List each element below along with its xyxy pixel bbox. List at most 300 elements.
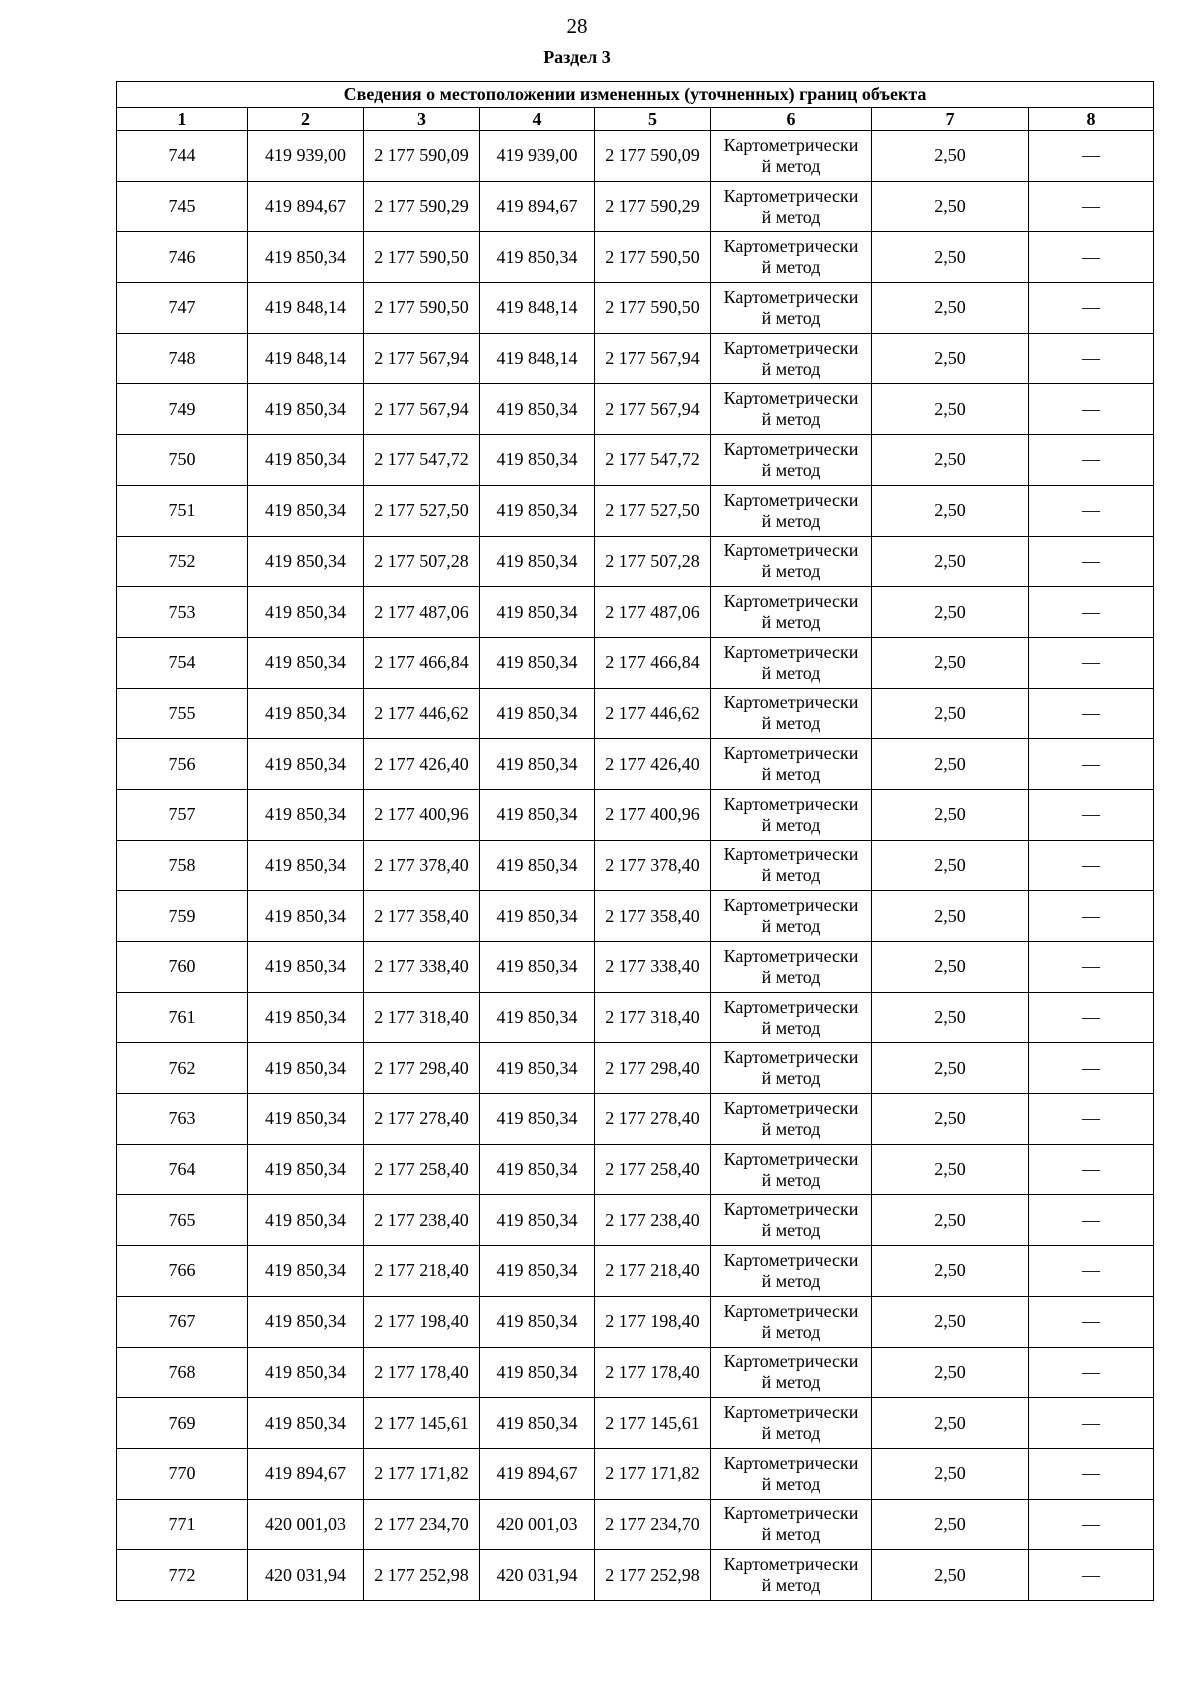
- x-existing-cell: 420 001,03: [248, 1499, 364, 1550]
- method-line-2: й метод: [761, 459, 821, 480]
- table-row: [117, 1296, 1154, 1347]
- y-refined-cell: 2 177 252,98: [595, 1550, 711, 1601]
- point-number-cell: 771: [117, 1499, 248, 1550]
- point-number-cell: 770: [117, 1448, 248, 1499]
- accuracy-cell: 2,50: [872, 1246, 1029, 1297]
- method-line-1: Картометрически: [723, 286, 859, 307]
- x-existing-cell: 419 848,14: [248, 283, 364, 334]
- method-cell: [711, 840, 872, 891]
- x-refined-cell: 419 850,34: [480, 1398, 595, 1449]
- x-existing-cell: 420 031,94: [248, 1550, 364, 1601]
- point-number-cell: 761: [117, 992, 248, 1043]
- point-number-cell: 754: [117, 637, 248, 688]
- y-existing-cell: 2 177 278,40: [364, 1094, 480, 1145]
- y-existing-cell: 2 177 527,50: [364, 485, 480, 536]
- y-refined-cell: 2 177 218,40: [595, 1246, 711, 1297]
- method-line-1: Картометрически: [723, 591, 859, 612]
- point-number-cell: 753: [117, 587, 248, 638]
- section-title: Раздел 3: [543, 47, 611, 67]
- x-refined-cell: 419 850,34: [480, 485, 595, 536]
- table-row: [117, 1347, 1154, 1398]
- note-cell: —: [1029, 1347, 1154, 1398]
- method-cell: [711, 1550, 872, 1601]
- x-existing-cell: 419 850,34: [248, 789, 364, 840]
- y-existing-cell: 2 177 446,62: [364, 688, 480, 739]
- method-line-1: Картометрически: [723, 895, 859, 916]
- x-existing-cell: 419 850,34: [248, 232, 364, 283]
- method-line-1: Картометрически: [723, 1047, 859, 1068]
- accuracy-cell: 2,50: [872, 739, 1029, 790]
- x-refined-cell: 419 850,34: [480, 840, 595, 891]
- point-number-cell: 752: [117, 536, 248, 587]
- accuracy-cell: 2,50: [872, 384, 1029, 435]
- x-refined-cell: 419 850,34: [480, 1347, 595, 1398]
- y-refined-cell: 2 177 466,84: [595, 637, 711, 688]
- note-cell: —: [1029, 283, 1154, 334]
- accuracy-cell: 2,50: [872, 232, 1029, 283]
- method-line-2: й метод: [761, 1068, 821, 1089]
- method-line-2: й метод: [761, 155, 821, 176]
- method-cell: [711, 688, 872, 739]
- column-number-5: 5: [595, 108, 711, 131]
- note-cell: —: [1029, 485, 1154, 536]
- x-existing-cell: 419 850,34: [248, 739, 364, 790]
- y-existing-cell: 2 177 487,06: [364, 587, 480, 638]
- x-existing-cell: 419 850,34: [248, 1246, 364, 1297]
- method-cell: [711, 1246, 872, 1297]
- y-refined-cell: 2 177 527,50: [595, 485, 711, 536]
- x-existing-cell: 419 850,34: [248, 384, 364, 435]
- method-cell: [711, 992, 872, 1043]
- point-number-cell: 749: [117, 384, 248, 435]
- point-number-cell: 764: [117, 1144, 248, 1195]
- note-cell: —: [1029, 789, 1154, 840]
- method-cell: [711, 536, 872, 587]
- note-cell: —: [1029, 1144, 1154, 1195]
- x-refined-cell: 419 850,34: [480, 384, 595, 435]
- accuracy-cell: 2,50: [872, 131, 1029, 182]
- point-number-cell: 772: [117, 1550, 248, 1601]
- note-cell: —: [1029, 1296, 1154, 1347]
- table-row: [117, 637, 1154, 688]
- note-cell: —: [1029, 1195, 1154, 1246]
- y-refined-cell: 2 177 318,40: [595, 992, 711, 1043]
- accuracy-cell: 2,50: [872, 789, 1029, 840]
- column-number-1: 1: [117, 108, 248, 131]
- method-line-1: Картометрически: [723, 1249, 859, 1270]
- x-refined-cell: 419 850,34: [480, 1043, 595, 1094]
- x-existing-cell: 419 850,34: [248, 587, 364, 638]
- y-refined-cell: 2 177 145,61: [595, 1398, 711, 1449]
- table-row: [117, 283, 1154, 334]
- method-line-2: й метод: [761, 1575, 821, 1596]
- method-cell: [711, 739, 872, 790]
- method-cell: [711, 1195, 872, 1246]
- y-existing-cell: 2 177 547,72: [364, 435, 480, 486]
- note-cell: —: [1029, 1398, 1154, 1449]
- table-row: [117, 992, 1154, 1043]
- point-number-cell: 745: [117, 181, 248, 232]
- point-number-cell: 748: [117, 333, 248, 384]
- y-refined-cell: 2 177 590,50: [595, 232, 711, 283]
- accuracy-cell: 2,50: [872, 1144, 1029, 1195]
- method-cell: [711, 131, 872, 182]
- accuracy-cell: 2,50: [872, 283, 1029, 334]
- accuracy-cell: 2,50: [872, 1550, 1029, 1601]
- method-line-2: й метод: [761, 916, 821, 937]
- x-refined-cell: 419 848,14: [480, 333, 595, 384]
- y-existing-cell: 2 177 567,94: [364, 333, 480, 384]
- column-number-3: 3: [364, 108, 480, 131]
- table-row: [117, 739, 1154, 790]
- x-refined-cell: 419 850,34: [480, 587, 595, 638]
- accuracy-cell: 2,50: [872, 840, 1029, 891]
- note-cell: —: [1029, 1499, 1154, 1550]
- method-line-1: Картометрически: [723, 134, 859, 155]
- method-line-1: Картометрически: [723, 236, 859, 257]
- x-existing-cell: 419 850,34: [248, 536, 364, 587]
- x-refined-cell: 419 850,34: [480, 637, 595, 688]
- y-existing-cell: 2 177 258,40: [364, 1144, 480, 1195]
- method-cell: [711, 485, 872, 536]
- accuracy-cell: 2,50: [872, 1398, 1029, 1449]
- x-existing-cell: 419 850,34: [248, 942, 364, 993]
- method-line-1: Картометрически: [723, 489, 859, 510]
- y-existing-cell: 2 177 318,40: [364, 992, 480, 1043]
- method-line-1: Картометрически: [723, 996, 859, 1017]
- y-existing-cell: 2 177 218,40: [364, 1246, 480, 1297]
- table-row: [117, 1550, 1154, 1601]
- y-refined-cell: 2 177 358,40: [595, 891, 711, 942]
- accuracy-cell: 2,50: [872, 536, 1029, 587]
- method-cell: [711, 789, 872, 840]
- note-cell: —: [1029, 131, 1154, 182]
- method-cell: [711, 1094, 872, 1145]
- y-refined-cell: 2 177 567,94: [595, 384, 711, 435]
- y-existing-cell: 2 177 252,98: [364, 1550, 480, 1601]
- note-cell: —: [1029, 232, 1154, 283]
- y-refined-cell: 2 177 171,82: [595, 1448, 711, 1499]
- table-caption: Сведения о местоположении измененных (уточненных) границ объекта: [117, 82, 1154, 108]
- accuracy-cell: 2,50: [872, 637, 1029, 688]
- y-refined-cell: 2 177 487,06: [595, 587, 711, 638]
- note-cell: —: [1029, 536, 1154, 587]
- y-refined-cell: 2 177 258,40: [595, 1144, 711, 1195]
- method-line-1: Картометрически: [723, 945, 859, 966]
- y-refined-cell: 2 177 547,72: [595, 435, 711, 486]
- table-row: [117, 384, 1154, 435]
- x-refined-cell: 419 850,34: [480, 1144, 595, 1195]
- method-line-1: Картометрически: [723, 641, 859, 662]
- point-number-cell: 768: [117, 1347, 248, 1398]
- method-line-2: й метод: [761, 1118, 821, 1139]
- note-cell: —: [1029, 942, 1154, 993]
- y-existing-cell: 2 177 358,40: [364, 891, 480, 942]
- method-cell: [711, 1347, 872, 1398]
- accuracy-cell: 2,50: [872, 891, 1029, 942]
- table-row: [117, 181, 1154, 232]
- point-number-cell: 759: [117, 891, 248, 942]
- x-existing-cell: 419 894,67: [248, 181, 364, 232]
- y-existing-cell: 2 177 590,09: [364, 131, 480, 182]
- y-refined-cell: 2 177 378,40: [595, 840, 711, 891]
- y-refined-cell: 2 177 338,40: [595, 942, 711, 993]
- point-number-cell: 750: [117, 435, 248, 486]
- method-line-1: Картометрически: [723, 1402, 859, 1423]
- y-existing-cell: 2 177 338,40: [364, 942, 480, 993]
- point-number-cell: 766: [117, 1246, 248, 1297]
- point-number-cell: 760: [117, 942, 248, 993]
- column-number-2: 2: [248, 108, 364, 131]
- method-line-2: й метод: [761, 1372, 821, 1393]
- note-cell: —: [1029, 739, 1154, 790]
- x-existing-cell: 419 850,34: [248, 891, 364, 942]
- note-cell: —: [1029, 637, 1154, 688]
- x-refined-cell: 419 850,34: [480, 992, 595, 1043]
- method-line-2: й метод: [761, 713, 821, 734]
- method-line-2: й метод: [761, 206, 821, 227]
- note-cell: —: [1029, 1550, 1154, 1601]
- column-numbers-row: [117, 108, 1154, 131]
- note-cell: —: [1029, 891, 1154, 942]
- method-cell: [711, 283, 872, 334]
- method-line-2: й метод: [761, 1169, 821, 1190]
- table-row: [117, 485, 1154, 536]
- x-existing-cell: 419 850,34: [248, 1195, 364, 1246]
- accuracy-cell: 2,50: [872, 587, 1029, 638]
- note-cell: —: [1029, 840, 1154, 891]
- x-existing-cell: 419 850,34: [248, 1144, 364, 1195]
- x-refined-cell: 419 894,67: [480, 181, 595, 232]
- note-cell: —: [1029, 587, 1154, 638]
- y-refined-cell: 2 177 198,40: [595, 1296, 711, 1347]
- column-number-6: 6: [711, 108, 872, 131]
- method-line-1: Картометрически: [723, 1097, 859, 1118]
- x-existing-cell: 419 850,34: [248, 1398, 364, 1449]
- method-line-2: й метод: [761, 764, 821, 785]
- method-line-1: Картометрически: [723, 1351, 859, 1372]
- note-cell: —: [1029, 1043, 1154, 1094]
- x-existing-cell: 419 850,34: [248, 1347, 364, 1398]
- method-line-1: Картометрически: [723, 1148, 859, 1169]
- x-refined-cell: 419 894,67: [480, 1448, 595, 1499]
- method-line-2: й метод: [761, 358, 821, 379]
- method-line-1: Картометрически: [723, 337, 859, 358]
- method-line-1: Картометрически: [723, 388, 859, 409]
- method-line-1: Картометрически: [723, 1199, 859, 1220]
- method-line-1: Картометрически: [723, 1554, 859, 1575]
- y-existing-cell: 2 177 466,84: [364, 637, 480, 688]
- method-line-1: Картометрически: [723, 540, 859, 561]
- x-refined-cell: 419 850,34: [480, 1296, 595, 1347]
- page-number: 28: [566, 14, 588, 38]
- note-cell: —: [1029, 333, 1154, 384]
- x-refined-cell: 419 850,34: [480, 1195, 595, 1246]
- x-existing-cell: 419 850,34: [248, 485, 364, 536]
- accuracy-cell: 2,50: [872, 435, 1029, 486]
- y-refined-cell: 2 177 590,09: [595, 131, 711, 182]
- table-row: [117, 1195, 1154, 1246]
- accuracy-cell: 2,50: [872, 1448, 1029, 1499]
- method-line-1: Картометрически: [723, 1503, 859, 1524]
- x-refined-cell: 419 850,34: [480, 789, 595, 840]
- y-refined-cell: 2 177 446,62: [595, 688, 711, 739]
- note-cell: —: [1029, 1094, 1154, 1145]
- table-row: [117, 435, 1154, 486]
- table-row: [117, 840, 1154, 891]
- y-existing-cell: 2 177 298,40: [364, 1043, 480, 1094]
- method-cell: [711, 587, 872, 638]
- method-line-2: й метод: [761, 966, 821, 987]
- method-line-2: й метод: [761, 510, 821, 531]
- x-refined-cell: 419 848,14: [480, 283, 595, 334]
- method-line-1: Картометрически: [723, 1300, 859, 1321]
- y-refined-cell: 2 177 234,70: [595, 1499, 711, 1550]
- accuracy-cell: 2,50: [872, 942, 1029, 993]
- table-row: [117, 1448, 1154, 1499]
- point-number-cell: 744: [117, 131, 248, 182]
- note-cell: —: [1029, 181, 1154, 232]
- table-row: [117, 891, 1154, 942]
- accuracy-cell: 2,50: [872, 1296, 1029, 1347]
- table-row: [117, 232, 1154, 283]
- y-existing-cell: 2 177 590,50: [364, 283, 480, 334]
- y-refined-cell: 2 177 278,40: [595, 1094, 711, 1145]
- x-refined-cell: 419 939,00: [480, 131, 595, 182]
- method-line-2: й метод: [761, 409, 821, 430]
- y-existing-cell: 2 177 507,28: [364, 536, 480, 587]
- point-number-cell: 756: [117, 739, 248, 790]
- x-refined-cell: 419 850,34: [480, 1246, 595, 1297]
- method-cell: [711, 1043, 872, 1094]
- x-existing-cell: 419 850,34: [248, 1296, 364, 1347]
- method-cell: [711, 384, 872, 435]
- y-refined-cell: 2 177 426,40: [595, 739, 711, 790]
- point-number-cell: 767: [117, 1296, 248, 1347]
- accuracy-cell: 2,50: [872, 485, 1029, 536]
- method-line-1: Картометрически: [723, 438, 859, 459]
- method-line-2: й метод: [761, 1017, 821, 1038]
- table-body: [117, 131, 1154, 1601]
- x-refined-cell: 419 850,34: [480, 739, 595, 790]
- accuracy-cell: 2,50: [872, 992, 1029, 1043]
- method-cell: [711, 942, 872, 993]
- method-line-2: й метод: [761, 307, 821, 328]
- x-existing-cell: 419 848,14: [248, 333, 364, 384]
- y-existing-cell: 2 177 238,40: [364, 1195, 480, 1246]
- y-existing-cell: 2 177 378,40: [364, 840, 480, 891]
- column-number-8: 8: [1029, 108, 1154, 131]
- accuracy-cell: 2,50: [872, 1094, 1029, 1145]
- y-refined-cell: 2 177 178,40: [595, 1347, 711, 1398]
- column-number-4: 4: [480, 108, 595, 131]
- point-number-cell: 762: [117, 1043, 248, 1094]
- y-existing-cell: 2 177 145,61: [364, 1398, 480, 1449]
- method-line-2: й метод: [761, 1270, 821, 1291]
- table-row: [117, 1398, 1154, 1449]
- note-cell: —: [1029, 688, 1154, 739]
- method-line-1: Картометрически: [723, 185, 859, 206]
- point-number-cell: 751: [117, 485, 248, 536]
- x-existing-cell: 419 894,67: [248, 1448, 364, 1499]
- table-row: [117, 587, 1154, 638]
- x-existing-cell: 419 850,34: [248, 1043, 364, 1094]
- y-refined-cell: 2 177 590,29: [595, 181, 711, 232]
- point-number-cell: 757: [117, 789, 248, 840]
- point-number-cell: 763: [117, 1094, 248, 1145]
- method-line-1: Картометрически: [723, 793, 859, 814]
- method-line-2: й метод: [761, 662, 821, 683]
- x-existing-cell: 419 850,34: [248, 688, 364, 739]
- y-refined-cell: 2 177 590,50: [595, 283, 711, 334]
- y-refined-cell: 2 177 400,96: [595, 789, 711, 840]
- method-line-1: Картометрически: [723, 844, 859, 865]
- table-row: [117, 688, 1154, 739]
- y-existing-cell: 2 177 198,40: [364, 1296, 480, 1347]
- y-existing-cell: 2 177 590,50: [364, 232, 480, 283]
- table-row: [117, 1246, 1154, 1297]
- note-cell: —: [1029, 435, 1154, 486]
- x-refined-cell: 420 001,03: [480, 1499, 595, 1550]
- x-refined-cell: 419 850,34: [480, 536, 595, 587]
- x-refined-cell: 419 850,34: [480, 891, 595, 942]
- table-row: [117, 1144, 1154, 1195]
- point-number-cell: 755: [117, 688, 248, 739]
- accuracy-cell: 2,50: [872, 688, 1029, 739]
- note-cell: —: [1029, 1448, 1154, 1499]
- x-refined-cell: 419 850,34: [480, 1094, 595, 1145]
- method-line-1: Картометрически: [723, 692, 859, 713]
- x-refined-cell: 419 850,34: [480, 435, 595, 486]
- method-line-2: й метод: [761, 1473, 821, 1494]
- accuracy-cell: 2,50: [872, 1347, 1029, 1398]
- point-number-cell: 747: [117, 283, 248, 334]
- accuracy-cell: 2,50: [872, 1195, 1029, 1246]
- table-row: [117, 789, 1154, 840]
- method-line-2: й метод: [761, 561, 821, 582]
- accuracy-cell: 2,50: [872, 333, 1029, 384]
- method-cell: [711, 1296, 872, 1347]
- table-row: [117, 1043, 1154, 1094]
- method-cell: [711, 1144, 872, 1195]
- column-number-7: 7: [872, 108, 1029, 131]
- accuracy-cell: 2,50: [872, 1043, 1029, 1094]
- point-number-cell: 769: [117, 1398, 248, 1449]
- method-line-2: й метод: [761, 814, 821, 835]
- method-cell: [711, 333, 872, 384]
- table-row: [117, 942, 1154, 993]
- note-cell: —: [1029, 992, 1154, 1043]
- method-line-2: й метод: [761, 257, 821, 278]
- method-cell: [711, 232, 872, 283]
- y-existing-cell: 2 177 171,82: [364, 1448, 480, 1499]
- table-row: [117, 536, 1154, 587]
- method-cell: [711, 181, 872, 232]
- y-existing-cell: 2 177 234,70: [364, 1499, 480, 1550]
- x-refined-cell: 420 031,94: [480, 1550, 595, 1601]
- y-refined-cell: 2 177 298,40: [595, 1043, 711, 1094]
- method-cell: [711, 1499, 872, 1550]
- y-existing-cell: 2 177 567,94: [364, 384, 480, 435]
- note-cell: —: [1029, 384, 1154, 435]
- x-existing-cell: 419 850,34: [248, 435, 364, 486]
- y-existing-cell: 2 177 400,96: [364, 789, 480, 840]
- note-cell: —: [1029, 1246, 1154, 1297]
- y-refined-cell: 2 177 507,28: [595, 536, 711, 587]
- accuracy-cell: 2,50: [872, 1499, 1029, 1550]
- method-line-2: й метод: [761, 1524, 821, 1545]
- y-existing-cell: 2 177 590,29: [364, 181, 480, 232]
